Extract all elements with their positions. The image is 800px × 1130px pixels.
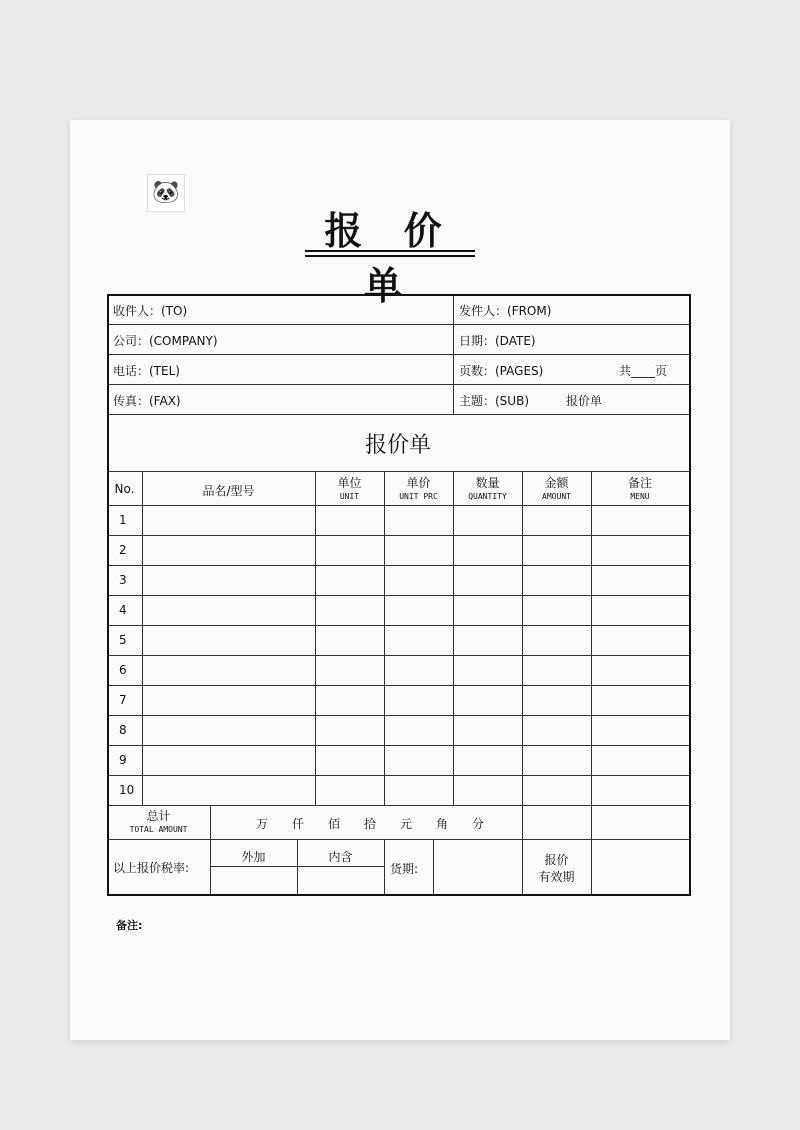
tax-included-label: 内含	[328, 850, 353, 864]
to-field[interactable]: 收件人：(TO)	[113, 304, 188, 318]
amount-unit: 元	[400, 817, 413, 831]
page-title: 报 价 单	[324, 209, 456, 308]
title-double-underline	[305, 250, 475, 257]
subject-value[interactable]: 报价单	[566, 394, 603, 408]
column-header: 品名/型号	[202, 484, 255, 498]
amount-unit: 仟	[292, 817, 305, 831]
subject-label: 主题：(SUB)	[459, 394, 529, 408]
company-field[interactable]: 公司：(COMPANY)	[113, 334, 218, 348]
column-header: 单价	[406, 476, 431, 490]
column-header-en: MENU	[630, 492, 650, 501]
amount-unit: 佰	[328, 817, 341, 831]
amount-unit: 角	[436, 817, 449, 831]
column-header: No.	[114, 482, 135, 496]
delivery-label: 货期:	[390, 862, 419, 876]
tax-rate-label: 以上报价税率:	[113, 861, 190, 875]
total-label-en: TOTAL AMOUNT	[129, 825, 188, 834]
total-label: 总计	[146, 809, 171, 823]
panda-logo-icon: 🐼	[147, 174, 185, 212]
tax-extra-label: 外加	[241, 850, 266, 864]
table-border	[107, 294, 691, 896]
row-number: 1	[119, 513, 127, 527]
fax-field[interactable]: 传真：(FAX)	[113, 394, 181, 408]
from-field[interactable]: 发件人：(FROM)	[459, 304, 552, 318]
column-header-en: AMOUNT	[542, 492, 571, 501]
pages-total: 共____页	[619, 364, 668, 378]
row-number: 3	[119, 573, 127, 587]
row-number: 5	[119, 633, 127, 647]
column-header: 金额	[544, 476, 569, 490]
validity-label-2: 有效期	[538, 870, 575, 884]
row-number: 10	[119, 783, 135, 797]
row-number: 4	[119, 603, 127, 617]
remarks-label: 备注:	[116, 919, 143, 932]
amount-unit: 万	[256, 817, 269, 831]
row-number: 2	[119, 543, 127, 557]
column-header: 备注	[627, 476, 652, 490]
row-number: 9	[119, 753, 127, 767]
date-field[interactable]: 日期：(DATE)	[459, 334, 536, 348]
table-subtitle: 报价单	[364, 433, 431, 458]
column-header-en: QUANTITY	[468, 492, 507, 501]
amount-unit: 拾	[364, 817, 377, 831]
row-number: 7	[119, 693, 127, 707]
tel-field[interactable]: 电话：(TEL)	[113, 364, 180, 378]
column-header: 数量	[475, 476, 500, 490]
pages-field[interactable]: 页数：(PAGES)	[459, 364, 544, 378]
amount-unit: 分	[472, 817, 485, 831]
row-number: 8	[119, 723, 127, 737]
validity-label-1: 报价	[544, 853, 569, 867]
column-header-en: UNIT PRC	[399, 492, 438, 501]
column-header: 单位	[337, 476, 362, 490]
row-number: 6	[119, 663, 127, 677]
column-header-en: UNIT	[339, 492, 360, 501]
